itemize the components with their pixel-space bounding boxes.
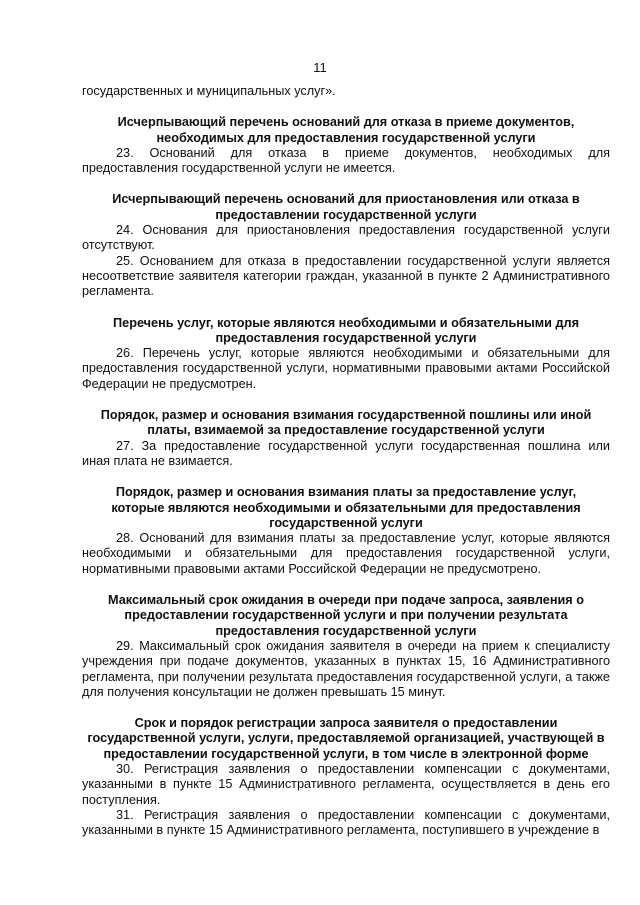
heading-line: предоставления государственной услуги bbox=[215, 623, 477, 638]
section-heading bbox=[82, 115, 610, 146]
paragraph-30: 30. Регистрация заявления о предоставлении компенсации с документами, указанными в пункте 15 Административного регламента, осуществляется в день его поступления. bbox=[82, 761, 610, 807]
document-body bbox=[82, 84, 610, 838]
heading-line: Срок и порядок регистрации запроса заявителя о предоставлении bbox=[134, 716, 558, 731]
heading-line: Порядок, размер и основания взимания государственной пошлины или иной bbox=[100, 408, 592, 423]
section-service-fee bbox=[82, 485, 610, 577]
paragraph-23: 23. Оснований для отказа в приеме документов, необходимых для предоставления государственной услуги не имеется. bbox=[82, 145, 610, 176]
heading-line: предоставлении государственной услуги и при получении результата bbox=[124, 608, 568, 623]
section-heading bbox=[82, 316, 610, 347]
paragraph-27: 27. За предоставление государственной услуги государственная пошлина или иная плата не взимается. bbox=[82, 438, 610, 468]
paragraph-24: 24. Основания для приостановления предоставления государственной услуги отсутствуют. bbox=[82, 223, 610, 253]
section-request-registration bbox=[82, 716, 610, 838]
section-heading bbox=[82, 192, 610, 223]
heading-line: которые являются необходимыми и обязательными для предоставления bbox=[111, 500, 581, 515]
heading-line: Максимальный срок ожидания в очереди при подаче запроса, заявления о bbox=[107, 593, 584, 608]
section-suspension-refusal bbox=[82, 192, 610, 299]
heading-line: Перечень услуг, которые являются необходимыми и обязательными для bbox=[113, 315, 579, 330]
heading-line: государственной услуги, услуги, предоставляемой организацией, участвующей в bbox=[87, 731, 605, 746]
heading-line: платы, взимаемой за предоставление государственной услуги bbox=[147, 423, 545, 438]
section-heading bbox=[82, 716, 610, 762]
heading-line: предоставлении государственной услуги bbox=[215, 207, 477, 222]
paragraph-31: 31. Регистрация заявления о предоставлении компенсации с документами, указанными в пункте 15 Административного регламента, поступившего в учреждение в bbox=[82, 807, 610, 838]
paragraph-29: 29. Максимальный срок ожидания заявителя в очереди на прием к специалисту учреждения при подаче документов, указанных в пунктах 15, 16 Административного регламента, при получении результата предоставления государственной услуги, а также для получения консультации не должен превышать 15 минут. bbox=[82, 638, 610, 699]
heading-line: государственной услуги bbox=[269, 515, 423, 530]
section-heading bbox=[82, 593, 610, 639]
section-required-services bbox=[82, 316, 610, 392]
section-queue-waiting-time bbox=[82, 593, 610, 700]
section-refusal-acceptance bbox=[82, 115, 610, 176]
carry-over-text: государственных и муниципальных услуг». bbox=[82, 84, 336, 98]
heading-line: Исчерпывающий перечень оснований для приостановления или отказа в bbox=[112, 192, 580, 207]
section-state-duty bbox=[82, 408, 610, 469]
heading-line: Исчерпывающий перечень оснований для отказа в приеме документов, bbox=[117, 115, 575, 130]
paragraph-26: 26. Перечень услуг, которые являются необходимыми и обязательными для предоставления государственной услуги, нормативными правовыми актами Российской Федерации не предусмотрен. bbox=[82, 346, 610, 391]
section-heading bbox=[82, 408, 610, 439]
paragraph-25: 25. Основанием для отказа в предоставлении государственной услуги является несоответствие заявителя категории граждан, указанной в пункте 2 Административного регламента. bbox=[82, 253, 610, 299]
section-heading bbox=[82, 485, 610, 531]
heading-line: необходимых для предоставления государственной услуги bbox=[156, 130, 536, 145]
heading-line: предоставления государственной услуги bbox=[215, 330, 477, 345]
paragraph-28: 28. Оснований для взимания платы за предоставление услуг, которые являются необходимыми и обязательными для предоставления государственной услуги, нормативными правовыми актами Российской Федерации не предусмотрено. bbox=[82, 531, 610, 576]
page-number: 11 bbox=[313, 60, 327, 75]
heading-line: Порядок, размер и основания взимания платы за предоставление услуг, bbox=[115, 485, 577, 500]
heading-line: предоставлении государственной услуги, в том числе в электронной форме bbox=[103, 746, 589, 761]
